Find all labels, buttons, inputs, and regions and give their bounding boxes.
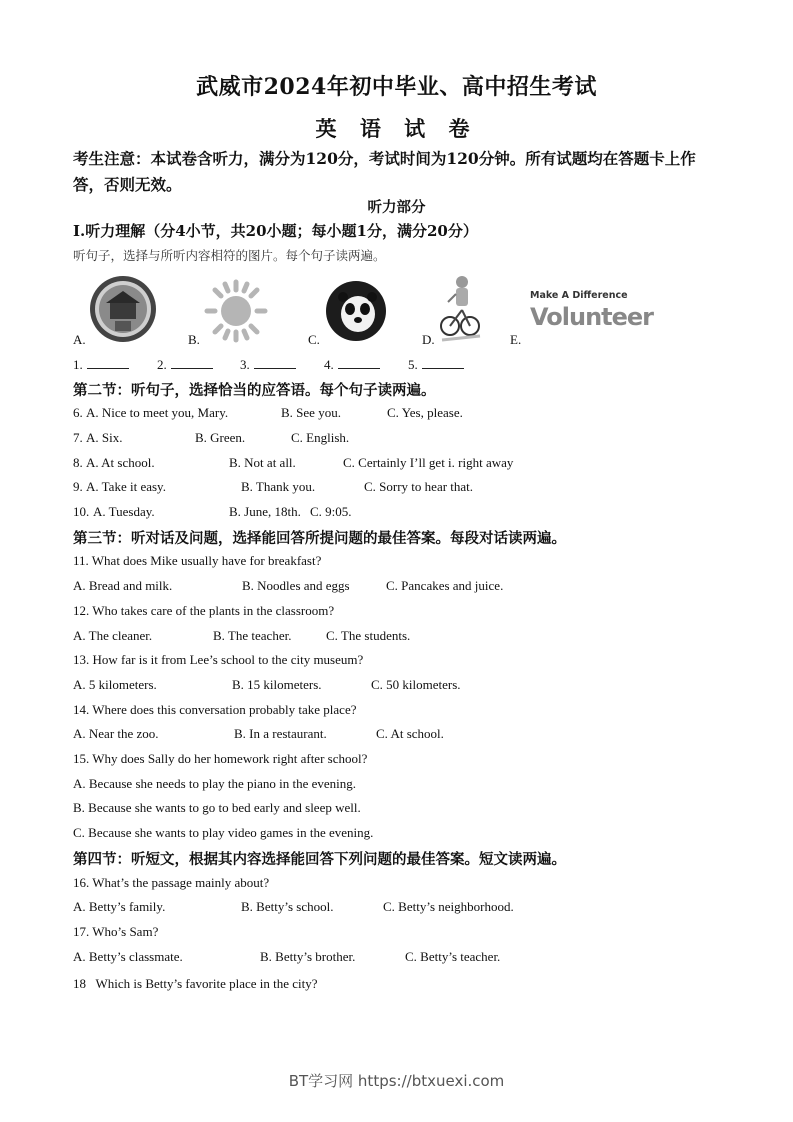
q10-number: 10. <box>73 504 90 519</box>
q8-option-a: A. At school. <box>86 455 155 470</box>
q11-option-a: A. Bread and milk. <box>73 578 173 593</box>
picture-label-d: D. <box>422 332 435 347</box>
q15-option-b: B. Because she wants to go to bed early and sleep well. <box>73 800 361 815</box>
q16-option-c: C. Betty’s neighborhood. <box>383 899 514 914</box>
q10-option-a: A. Tuesday. <box>93 504 155 519</box>
blank-4[interactable]: 4. <box>324 357 380 373</box>
q16-question: 16. What’s the passage mainly about? <box>73 875 270 890</box>
q13-option-a: A. 5 kilometers. <box>73 677 157 692</box>
picture-label-b: B. <box>188 332 200 347</box>
q9-number: 9. <box>73 479 83 494</box>
decorative-plate-icon <box>88 275 158 343</box>
q16-option-b: B. Betty’s school. <box>241 899 334 914</box>
panda-icon <box>325 280 387 342</box>
section3-heading: 第三节：听对话及问题，选择能回答所提问题的最佳答案。每段对话读两遍。 <box>73 530 566 547</box>
q17-question: 17. Who’s Sam? <box>73 924 159 939</box>
q9-option-c: C. Sorry to hear that. <box>364 479 474 494</box>
q13-option-c: C. 50 kilometers. <box>371 677 461 692</box>
q18-question: 18 Which is Betty’s favorite place in the city? <box>73 976 318 991</box>
exam-notice: 考生注意：本试卷含听力，满分为120分，考试时间为120分钟。所有试题均在答题卡上作答，否则无效。 <box>73 149 696 194</box>
q11-option-c: C. Pancakes and juice. <box>386 578 504 593</box>
q12-option-a: A. The cleaner. <box>73 628 153 643</box>
q17-option-b: B. Betty’s brother. <box>260 949 356 964</box>
q17-option-a: A. Betty’s classmate. <box>73 949 183 964</box>
q14-question: 14. Where does this conversation probably take place? <box>73 702 357 717</box>
listening-part-heading: 听力部分 <box>367 199 426 216</box>
exam-title: 武威市2024年初中毕业、高中招生考试 <box>196 74 597 100</box>
q6-number: 6. <box>73 405 83 420</box>
q17-option-c: C. Betty’s teacher. <box>405 949 501 964</box>
q7-option-c: C. English. <box>291 430 350 445</box>
q7-option-b: B. Green. <box>195 430 246 445</box>
q6-option-a: A. Nice to meet you, Mary. <box>86 405 229 420</box>
q6-option-c: C. Yes, please. <box>387 405 463 420</box>
section1-instruction: 听句子，选择与所听内容相符的图片。每个句子读两遍。 <box>73 248 386 263</box>
q6-option-b: B. See you. <box>281 405 341 420</box>
section1-heading: I.听力理解（分4小节，共20小题；每小题1分，满分20分） <box>73 222 478 240</box>
volunteer-sign-icon: Volunteer <box>530 303 654 331</box>
q13-option-b: B. 15 kilometers. <box>232 677 322 692</box>
footer-watermark: BT学习网 https://btxuexi.com <box>288 1072 505 1090</box>
q15-option-c: C. Because she wants to play video games in the evening. <box>73 825 374 840</box>
volunteer-sign-caption: Make A Difference <box>530 290 628 301</box>
q12-option-c: C. The students. <box>326 628 411 643</box>
q12-option-b: B. The teacher. <box>213 628 292 643</box>
picture-label-e: E. <box>510 332 522 347</box>
q9-option-b: B. Thank you. <box>241 479 316 494</box>
section4-heading: 第四节：听短文，根据其内容选择能回答下列问题的最佳答案。短文读两遍。 <box>73 851 566 868</box>
q11-question: 11. What does Mike usually have for breakfast? <box>73 553 322 568</box>
section2-heading: 第二节：听句子，选择恰当的应答语。每个句子读两遍。 <box>73 382 436 399</box>
blank-1[interactable]: 1. <box>73 357 129 373</box>
q16-option-a: A. Betty’s family. <box>73 899 166 914</box>
q10-option-b: B. June, 18th. <box>229 504 301 519</box>
exam-subtitle: 英 语 试 卷 <box>315 116 478 141</box>
q12-question: 12. Who takes care of the plants in the classroom? <box>73 603 335 618</box>
q14-option-c: C. At school. <box>376 726 444 741</box>
q9-option-a: A. Take it easy. <box>86 479 166 494</box>
q14-option-b: B. In a restaurant. <box>234 726 327 741</box>
q15-option-a: A. Because she needs to play the piano in the evening. <box>73 776 357 791</box>
q11-option-b: B. Noodles and eggs <box>242 578 350 593</box>
blank-5[interactable]: 5. <box>408 357 464 373</box>
q15-question: 15. Why does Sally do her homework right after school? <box>73 751 368 766</box>
picture-label-a: A. <box>73 332 86 347</box>
q8-number: 8. <box>73 455 83 470</box>
blank-3[interactable]: 3. <box>240 357 296 373</box>
q8-option-c: C. Certainly I’ll get i. right away <box>343 455 514 470</box>
girl-riding-bike-icon <box>438 274 482 346</box>
q7-option-a: A. Six. <box>86 430 123 445</box>
q7-number: 7. <box>73 430 83 445</box>
blank-2[interactable]: 2. <box>157 357 213 373</box>
q13-question: 13. How far is it from Lee’s school to the city museum? <box>73 652 364 667</box>
picture-label-c: C. <box>308 332 320 347</box>
sun-icon <box>203 278 269 344</box>
q10-option-c: C. 9:05. <box>310 504 352 519</box>
q8-option-b: B. Not at all. <box>229 455 296 470</box>
q14-option-a: A. Near the zoo. <box>73 726 159 741</box>
